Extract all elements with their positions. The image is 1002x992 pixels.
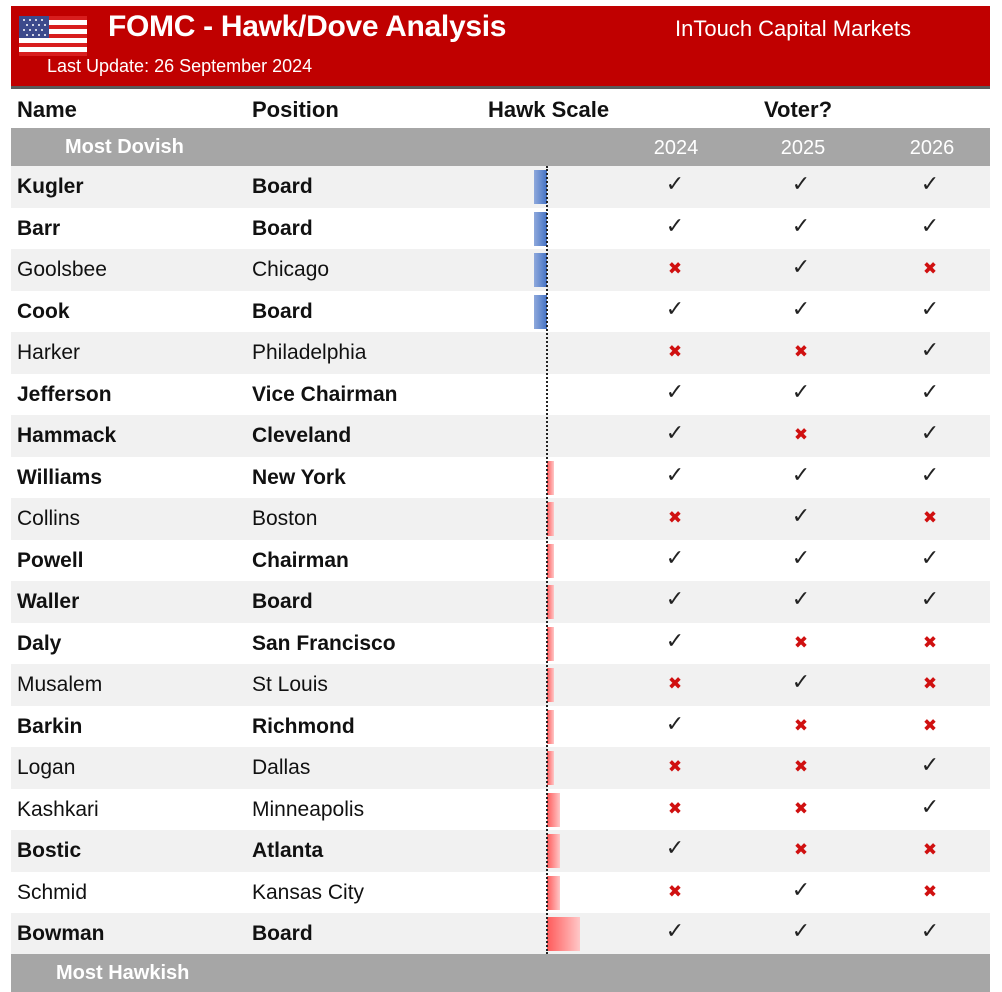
member-position: St Louis [252,673,328,696]
table-row [11,664,990,706]
most-hawkish-label: Most Hawkish [56,962,190,984]
table-row [11,208,990,250]
last-update-text: Last Update: 26 September 2024 [47,56,313,76]
non-voter-cross-icon: ✖ [793,425,809,444]
voter-check-icon: ✓ [791,254,811,279]
member-position: Richmond [252,714,355,738]
member-position: Philadelphia [252,341,367,364]
table-row [11,540,990,582]
voter-check-icon: ✓ [791,876,811,902]
table-row [11,291,990,333]
member-name: Goolsbee [17,258,107,281]
fomc-hawk-dove-table [11,0,990,992]
most-hawkish-band [11,954,990,992]
voter-check-icon: ✓ [791,461,811,487]
voter-check-icon: ✓ [665,710,685,736]
non-voter-cross-icon: ✖ [667,798,683,818]
header-hawk-scale: Hawk Scale [488,97,610,122]
non-voter-cross-icon: ✖ [922,840,938,859]
most-dovish-band [11,128,990,166]
table-row [11,374,990,416]
non-voter-cross-icon: ✖ [667,342,683,361]
member-position: Board [252,922,313,945]
voter-check-icon: ✓ [920,378,940,404]
voter-check-icon: ✓ [920,171,940,196]
member-position: Minneapolis [252,797,365,821]
voter-check-icon: ✓ [791,918,811,943]
non-voter-cross-icon: ✖ [667,674,683,693]
table-row [11,249,990,291]
voter-check-icon: ✓ [920,337,940,362]
voter-check-icon: ✓ [665,420,685,445]
member-position: Boston [252,507,318,530]
voter-check-icon: ✓ [665,171,685,196]
member-position: Chairman [252,548,349,572]
year-2024: 2024 [653,137,699,159]
member-position: Board [252,175,313,198]
voter-check-icon: ✓ [791,378,811,404]
member-name: Powell [17,548,84,572]
voter-check-icon: ✓ [920,793,940,819]
header-name: Name [17,97,77,122]
member-name: Logan [17,756,76,779]
member-name: Kashkari [17,797,99,821]
table-row [11,706,990,748]
member-position: New York [252,465,346,489]
voter-check-icon: ✓ [920,544,940,570]
table-row [11,457,990,499]
member-position: Dallas [252,756,311,779]
voter-check-icon: ✓ [791,171,811,196]
member-position: Chicago [252,258,330,281]
member-name: Jefferson [17,382,112,406]
voter-check-icon: ✓ [920,212,940,238]
non-voter-cross-icon: ✖ [922,674,938,693]
table-row [11,830,990,872]
non-voter-cross-icon: ✖ [793,632,809,652]
voter-check-icon: ✓ [920,461,940,487]
non-voter-cross-icon: ✖ [667,881,683,901]
member-name: Hammack [17,424,117,447]
voter-check-icon: ✓ [920,295,940,321]
non-voter-cross-icon: ✖ [667,508,683,527]
non-voter-cross-icon: ✖ [793,715,809,735]
table-row [11,498,990,540]
voter-check-icon: ✓ [665,378,685,404]
voter-check-icon: ✓ [665,544,685,570]
member-name: Musalem [17,673,103,696]
member-name: Barr [17,216,61,240]
non-voter-cross-icon: ✖ [793,757,809,776]
voter-check-icon: ✓ [920,918,940,943]
member-position: Kansas City [252,880,365,904]
year-2026: 2026 [909,137,955,159]
header-position: Position [252,97,339,122]
year-2025: 2025 [780,137,826,159]
non-voter-cross-icon: ✖ [667,757,683,776]
header-voter: Voter? [764,97,833,122]
non-voter-cross-icon: ✖ [922,632,938,652]
voter-check-icon: ✓ [791,669,811,694]
member-position: Board [252,299,313,323]
voter-check-icon: ✓ [920,586,940,611]
member-name: Bostic [17,839,82,862]
hawk-scale-zero-line [546,166,548,954]
table-row [11,166,990,208]
table-row [11,332,990,374]
voter-check-icon: ✓ [920,420,940,445]
voter-check-icon: ✓ [665,461,685,487]
table-row [11,789,990,831]
non-voter-cross-icon: ✖ [793,840,809,859]
table-row [11,747,990,789]
member-name: Daly [17,631,62,655]
member-name: Collins [17,507,81,530]
member-name: Schmid [17,880,88,904]
voter-check-icon: ✓ [665,835,685,860]
hawk-bar [547,834,560,868]
voter-check-icon: ✓ [665,586,685,611]
hawk-bar [547,876,560,910]
table-row [11,913,990,955]
member-name: Williams [17,465,103,489]
voter-check-icon: ✓ [791,503,811,528]
member-name: Barkin [17,714,83,738]
member-position: Cleveland [252,424,352,447]
table-row [11,581,990,623]
voter-check-icon: ✓ [665,918,685,943]
table-row [11,415,990,457]
member-name: Kugler [17,175,84,198]
member-name: Bowman [17,922,105,945]
column-headers [11,92,990,128]
most-dovish-label: Most Dovish [65,136,184,158]
hawk-bar [547,917,580,951]
member-name: Waller [17,590,80,613]
table-row [11,623,990,665]
member-name: Cook [17,299,70,323]
non-voter-cross-icon: ✖ [922,508,938,527]
non-voter-cross-icon: ✖ [793,342,809,361]
member-name: Harker [17,341,81,364]
voter-check-icon: ✓ [791,586,811,611]
title-banner [11,6,990,89]
voter-check-icon: ✓ [791,295,811,321]
brand-name: InTouch Capital Markets [675,16,911,41]
voter-check-icon: ✓ [665,627,685,653]
member-position: Atlanta [252,839,324,862]
non-voter-cross-icon: ✖ [667,259,683,278]
voter-check-icon: ✓ [920,752,940,777]
member-position: Board [252,590,313,613]
member-position: San Francisco [252,631,396,655]
table-row [11,872,990,914]
member-position: Vice Chairman [252,382,398,406]
voter-check-icon: ✓ [665,212,685,238]
page-title: FOMC - Hawk/Dove Analysis [108,10,507,43]
us-flag-icon [19,16,87,56]
member-position: Board [252,216,313,240]
voter-check-icon: ✓ [665,295,685,321]
members-table [11,166,990,955]
hawk-bar [547,793,560,827]
voter-check-icon: ✓ [791,544,811,570]
non-voter-cross-icon: ✖ [922,881,938,901]
non-voter-cross-icon: ✖ [922,259,938,278]
non-voter-cross-icon: ✖ [922,715,938,735]
non-voter-cross-icon: ✖ [793,798,809,818]
voter-check-icon: ✓ [791,212,811,238]
